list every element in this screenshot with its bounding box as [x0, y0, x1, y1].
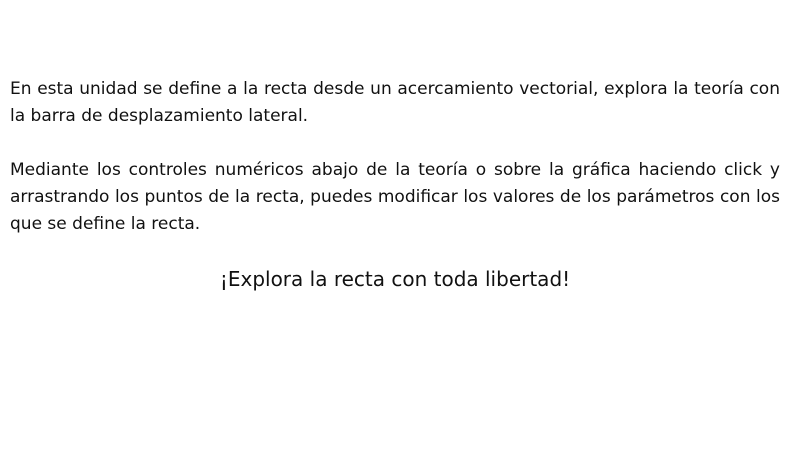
intro-text-block — [10, 76, 780, 293]
intro-paragraph-1: En esta unidad se define a la recta desde un acercamiento vectorial, explora la teoría con la barra de desplazamiento lateral. — [10, 79, 780, 126]
intro-paragraph-2: Mediante los controles numéricos abajo de la teoría o sobre la gráfica haciendo click y arrastrando los puntos de la recta, puedes modificar los valores de los parámetros con los que se define la recta. — [10, 160, 780, 234]
explore-callout: ¡Explora la recta con toda libertad! — [219, 267, 571, 291]
